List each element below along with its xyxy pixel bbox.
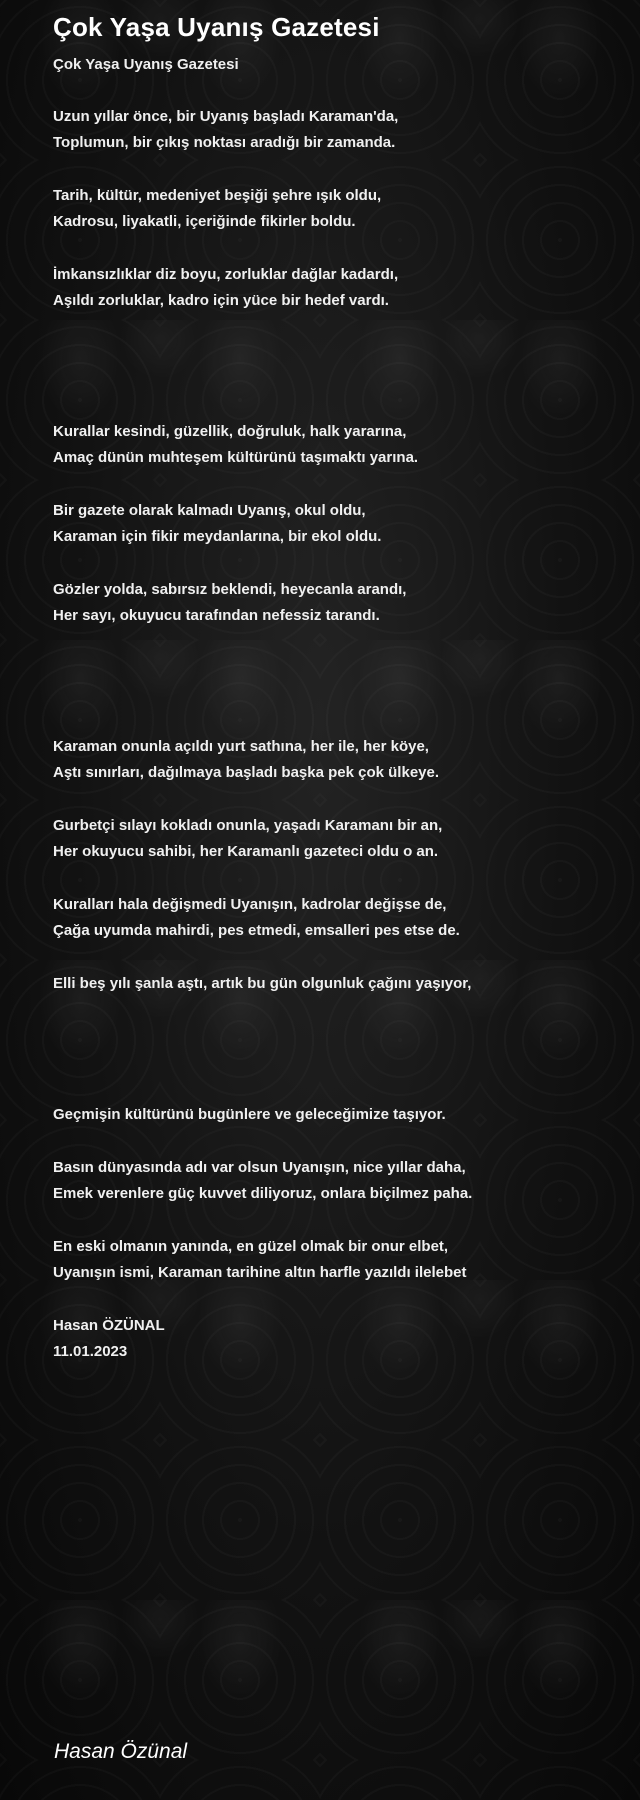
poem-line: Basın dünyasında adı var olsun Uyanışın, nice yıllar daha, <box>53 1159 466 1176</box>
poem-line: Karaman için fikir meydanlarına, bir ekol oldu. <box>53 528 382 545</box>
stanza-12 <box>53 1155 623 1207</box>
poem-title: Çok Yaşa Uyanış Gazetesi <box>53 12 380 42</box>
poem-line: Kurallar kesindi, güzellik, doğruluk, halk yararına, <box>53 423 407 440</box>
poem-line: Geçmişin kültürünü bugünlere ve geleceğimize taşıyor. <box>53 1106 446 1123</box>
poem-line: Elli beş yılı şanla aştı, artık bu gün olgunluk çağını yaşıyor, <box>53 975 472 992</box>
signature-date: 11.01.2023 <box>53 1343 128 1360</box>
poem-line: Kuralları hala değişmedi Uyanışın, kadrolar değişse de, <box>53 896 447 913</box>
poem-line: Amaç dünün muhteşem kültürünü taşımaktı yarına. <box>53 449 419 466</box>
poem-line: Bir gazete olarak kalmadı Uyanış, okul oldu, <box>53 502 366 519</box>
poem-line: Her okuyucu sahibi, her Karamanlı gazeteci oldu o an. <box>53 843 439 860</box>
stanza-9 <box>53 892 623 944</box>
poem-line: İmkansızlıklar diz boyu, zorluklar dağlar kadardı, <box>53 266 399 283</box>
stanza-7 <box>53 734 623 786</box>
poem-line: Kadrosu, liyakatli, içeriğinde fikirler boldu. <box>53 213 356 230</box>
stanza-2 <box>53 183 623 235</box>
signature-name: Hasan ÖZÜNAL <box>53 1317 165 1334</box>
poem-line: Aştı sınırları, dağılmaya başladı başka pek çok ülkeye. <box>53 764 440 781</box>
poem-line: Karaman onunla açıldı yurt sathına, her ile, her köye, <box>53 738 429 755</box>
stanza-10 <box>53 971 623 997</box>
poem-line: Emek verenlere güç kuvvet diliyoruz, onlara biçilmez paha. <box>53 1185 473 1202</box>
poem-line: Uyanışın ismi, Karaman tarihine altın harfle yazıldı ilelebet <box>53 1264 467 1281</box>
signature <box>53 1313 623 1365</box>
poem-body <box>53 104 623 1365</box>
poem-line: Tarih, kültür, medeniyet beşiği şehre ışık oldu, <box>53 187 382 204</box>
author-watermark: Hasan Özünal <box>54 1740 188 1763</box>
stanza-4 <box>53 419 623 471</box>
stanza-8 <box>53 813 623 865</box>
stanza-6 <box>53 577 623 629</box>
stanza-11 <box>53 1102 623 1128</box>
poem-line: Çağa uyumda mahirdi, pes etmedi, emsalleri pes etse de. <box>53 922 460 939</box>
poem-line: Uzun yıllar önce, bir Uyanış başladı Karaman'da, <box>53 108 399 125</box>
stanza-5 <box>53 498 623 550</box>
poem-line: Gözler yolda, sabırsız beklendi, heyecanla arandı, <box>53 581 407 598</box>
stanza-3 <box>53 262 623 314</box>
stanza-13 <box>53 1234 623 1286</box>
poem-line: Her sayı, okuyucu tarafından nefessiz tarandı. <box>53 607 380 624</box>
poem-subtitle: Çok Yaşa Uyanış Gazetesi <box>53 56 239 73</box>
poem-line: Aşıldı zorluklar, kadro için yüce bir hedef vardı. <box>53 292 389 309</box>
poem-line: Toplumun, bir çıkış noktası aradığı bir zamanda. <box>53 134 396 151</box>
stanza-1 <box>53 104 623 156</box>
poem-line: En eski olmanın yanında, en güzel olmak bir onur elbet, <box>53 1238 449 1255</box>
poem-line: Gurbetçi sılayı kokladı onunla, yaşadı Karamanı bir an, <box>53 817 443 834</box>
